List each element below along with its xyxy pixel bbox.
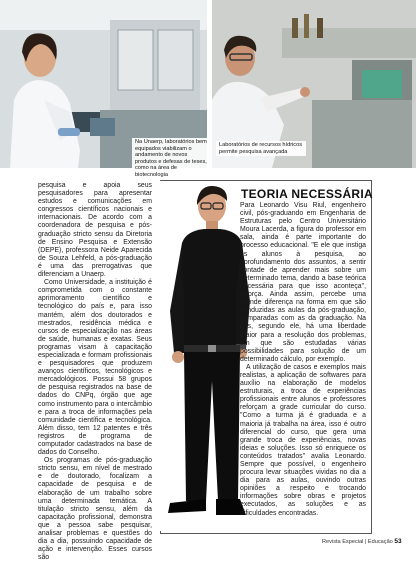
sidebar-body	[240, 202, 366, 518]
sidebar-paragraph: A utilização de casos e exemplos mais realistas, a aplicação de softwares para auxílio na elaboração de modelos estruturais, a troca de experiências profissionais entre alunos e professores reforçam a grade curricular do curso. "Como a turma já é graduada e a maioria já trabalha na área, isso é outro diferencial do curso, que gera uma grande troca de experiências, novas ideias e soluções. Isso só enriquece os conteúdos tratados" avalia Leonardo. Sempre que possível, o engenheiro procura levar situações vividas no dia a dia para as aulas, ouvindo outras opiniões a respeito e trocando informações sobre obras e projetos executados, as soluções e as dificuldades encontradas.	[240, 363, 366, 517]
page-footer	[322, 538, 402, 545]
sidebar-paragraph: Para Leonardo Visu Riul, engenheiro civil, pós-graduando em Engenharia de Estruturas pelo Centro Universitário Moura Lacerda, a figura do professor em sala, ainda é parte importante do processo educacional. "E ele que instiga os alunos à pesquisa, ao aprofundamento dos assuntos, a sentir vontade de aprender mais sobre um determinado tema, dando a base teórica necessária para que isso aconteça", reforça. Ainda assim, percebe uma grande diferença na forma em que são conduzidas as aulas da pós-graduação, comparadas com as da graduação. Na pós, segundo ele, há uma liberdade maior para a resolução dos problemas, em que são estudadas várias possibilidades para solução de um determinado cálculo, por exemplo.	[240, 202, 366, 363]
article-paragraph: pesquisa e apoia seus pesquisadores para apresentar estudos e comunicações em congressos científicos nacionais e internacionais. De acordo com a coordenadora de pesquisa e pós-graduação stricto sensu da Diretoria de Ensino Pesquisa e Extensão (DEPE), professora Neide Aparecida de Souza Lehfeld, a pós-graduação é uma das prerrogativas que diferenciam a Unaerp.	[38, 182, 152, 279]
photo-caption-right: Laboratórios de recursos hídricos permite pesquisa avançada	[216, 141, 306, 156]
footer-label: Revista Especial | Educação	[322, 539, 393, 545]
sidebar-title: TEORIA NECESSÁRIA	[241, 187, 374, 201]
article-paragraph: Como Universidade, a instituição é comprometida com o constante aprimoramento científico e tecnológico do país e, para isso mantém, além dos doutorados e mestrados, residência médica e cursos de especialização nas áreas de saúde, humanas e exatas. Seus programas visam à capacitação especializada e formam profissionais e pesquisadores que produzem avanços científicos, tecnológicos e mercadológicos. Possui 58 grupos de pesquisa registrados na base de dados do CNPq, órgão que age como instrumento para o intercâmbio e para a troca de informações pela comunidade científica e tecnológica. Além disso, tem 12 patentes e três registros de programa de computador cadastrados na base de dados do Conselho.	[38, 279, 152, 457]
article-paragraph: Os programas de pós-graduação stricto sensu, em nível de mestrado e de doutorado, focalizam a capacidade de pesquisa e de elaboração de um trabalho sobre uma determinada temática. A titulação stricto sensu, além da capacitação profissional, demonstra que a pessoa sabe pesquisar, analisar problemas e questões do dia a dia, possuindo capacidade de ação e intervenção. Esses cursos são	[38, 457, 152, 562]
article-left-column	[38, 182, 152, 562]
photo-caption-left: Na Unaerp, laboratórios bem equipados viabilizam o andamento de novos produtos e defesas de teses, como na área de biotecnologia	[132, 138, 212, 180]
page-number: 53	[394, 538, 402, 545]
